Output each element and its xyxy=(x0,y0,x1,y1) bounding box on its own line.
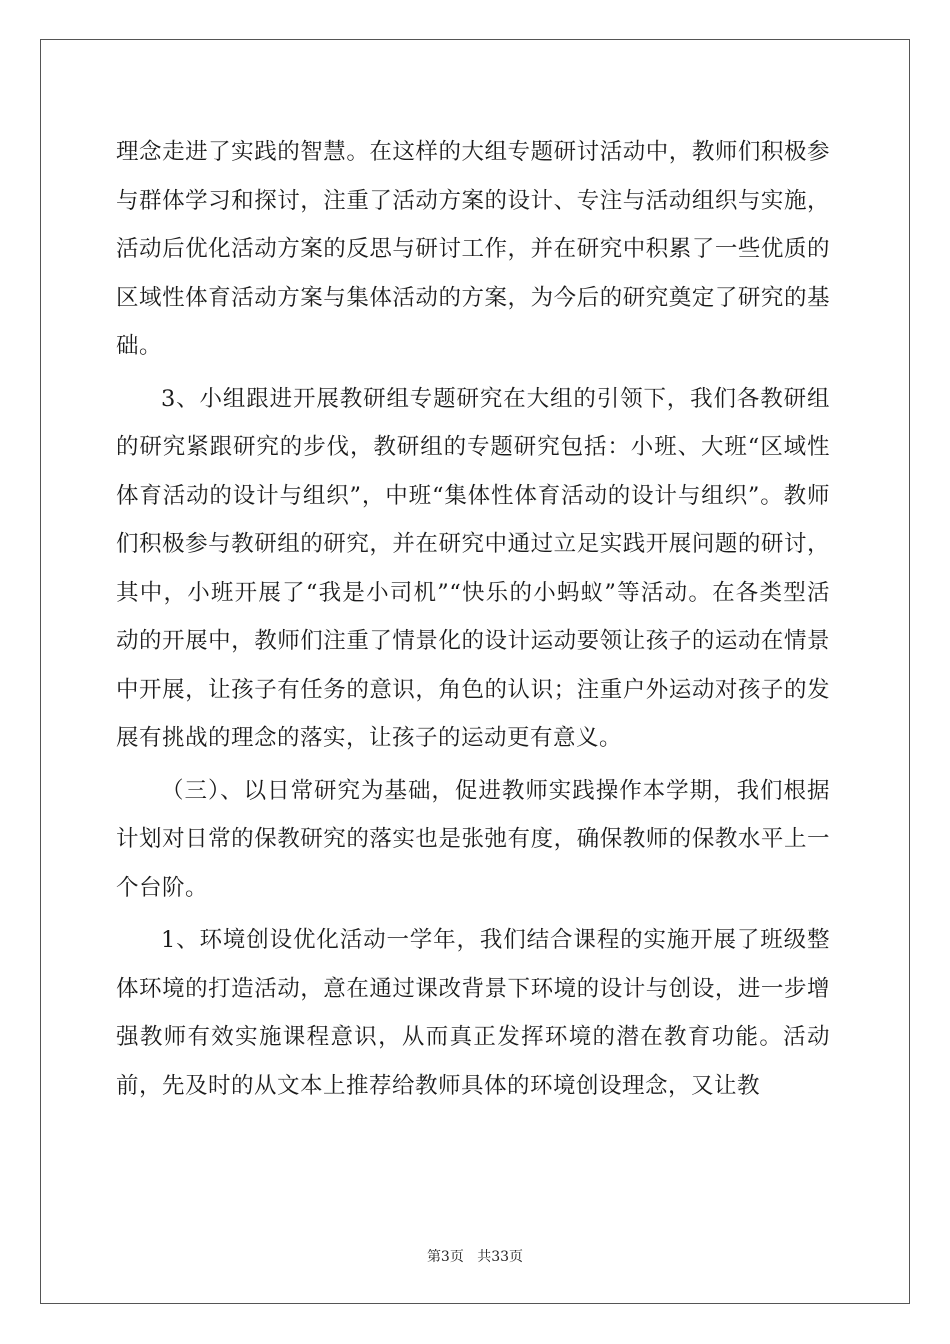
paragraph-3: （三）、以日常研究为基础，促进教师实践操作本学期，我们根据计划对日常的保教研究的落实也是张弛有度，确保教师的保教水平上一个台阶。 xyxy=(116,777,830,901)
paragraph-2: 3、小组跟进开展教研组专题研究在大组的引领下，我们各教研组的研究紧跟研究的步伐，教研组的专题研究包括：小班、大班“区域性体育活动的设计与组织”，中班“集体性体育活动的设计与组织”。教师们积极参与教研组的研究，并在研究中通过立足实践开展问题的研讨，其中，小班开展了“我是小司机”“快乐的小蚂蚁”等活动。在各类型活动的开展中，教师们注重了情景化的设计运动要领让孩子的运动在情景中开展，让孩子有任务的意识，角色的认识；注重户外运动对孩子的发展有挑战的理念的落实，让孩子的运动更有意义。 xyxy=(116,385,830,751)
page-footer xyxy=(0,1246,950,1266)
page-number-current: 第3页 xyxy=(426,1249,464,1265)
page-number-total: 共33页 xyxy=(477,1249,524,1265)
paragraph-4: 1、环境创设优化活动一学年，我们结合课程的实施开展了班级整体环境的打造活动，意在通过课改背景下环境的设计与创设，进一步增强教师有效实施课程意识，从而真正发挥环境的潜在教育功能。活动前，先及时的从文本上推荐给教师具体的环境创设理念，又让教 xyxy=(116,927,830,1099)
document-body xyxy=(116,128,830,1114)
paragraph-1: 理念走进了实践的智慧。在这样的大组专题研讨活动中，教师们积极参与群体学习和探讨，注重了活动方案的设计、专注与活动组织与实施，活动后优化活动方案的反思与研讨工作，并在研究中积累了一些优质的区域性体育活动方案与集体活动的方案，为今后的研究奠定了研究的基础。 xyxy=(116,139,830,359)
